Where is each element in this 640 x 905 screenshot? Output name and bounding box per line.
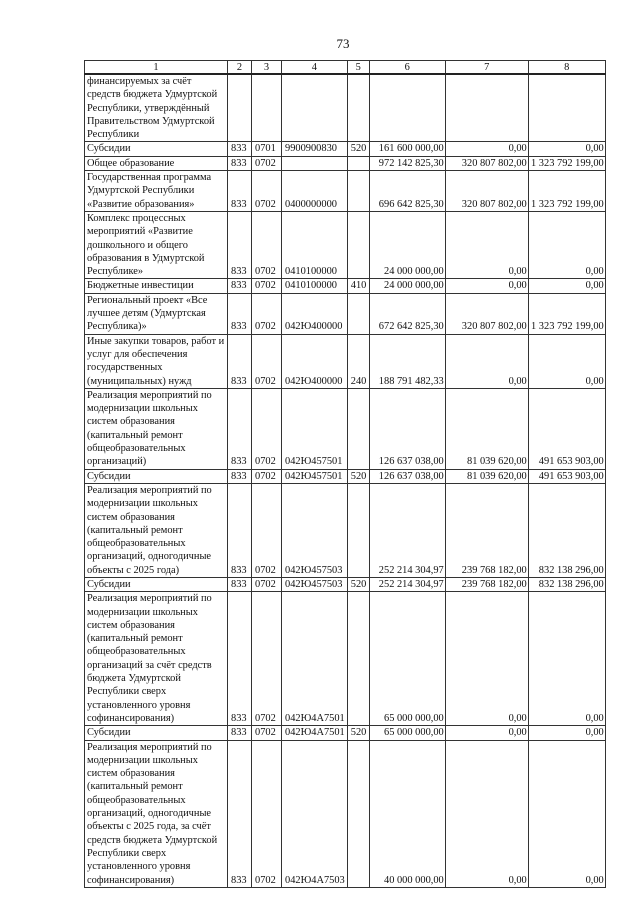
amount-year-1: 40 000 000,00 bbox=[369, 740, 445, 887]
amount-year-3: 0,00 bbox=[528, 211, 605, 278]
ministry-code: 833 bbox=[228, 334, 252, 388]
row-name: Субсидии bbox=[85, 469, 228, 483]
ministry-code: 833 bbox=[228, 171, 252, 212]
ministry-code: 833 bbox=[228, 279, 252, 293]
expense-type-code: 410 bbox=[347, 279, 369, 293]
target-article-code: 0410100000 bbox=[282, 211, 348, 278]
ministry-code: 833 bbox=[228, 740, 252, 887]
amount-year-1: 672 642 825,30 bbox=[369, 293, 445, 334]
section-code: 0702 bbox=[252, 279, 282, 293]
row-name: Иные закупки товаров, работ и услуг для обеспечения государственных (муниципальных) нужд bbox=[85, 334, 228, 388]
ministry-code: 833 bbox=[228, 142, 252, 156]
row-name: Субсидии bbox=[85, 726, 228, 740]
table-row bbox=[85, 74, 606, 142]
amount-year-1: 696 642 825,30 bbox=[369, 171, 445, 212]
row-name: Бюджетные инвестиции bbox=[85, 279, 228, 293]
table-row bbox=[85, 592, 606, 726]
expense-type-code bbox=[347, 483, 369, 577]
amount-year-2: 0,00 bbox=[445, 726, 528, 740]
amount-year-2: 320 807 802,00 bbox=[445, 171, 528, 212]
amount-year-3: 832 138 296,00 bbox=[528, 577, 605, 591]
amount-year-1: 126 637 038,00 bbox=[369, 388, 445, 469]
section-code bbox=[252, 74, 282, 142]
expense-type-code bbox=[347, 211, 369, 278]
amount-year-2: 81 039 620,00 bbox=[445, 388, 528, 469]
amount-year-2: 0,00 bbox=[445, 279, 528, 293]
section-code: 0702 bbox=[252, 483, 282, 577]
section-code: 0702 bbox=[252, 171, 282, 212]
row-name: Региональный проект «Все лучшее детям (Удмуртская Республика)» bbox=[85, 293, 228, 334]
section-code: 0702 bbox=[252, 211, 282, 278]
amount-year-3: 491 653 903,00 bbox=[528, 388, 605, 469]
amount-year-1: 188 791 482,33 bbox=[369, 334, 445, 388]
target-article-code: 042Ю457501 bbox=[282, 388, 348, 469]
row-name: Общее образование bbox=[85, 156, 228, 170]
amount-year-2: 0,00 bbox=[445, 592, 528, 726]
amount-year-3: 1 323 792 199,00 bbox=[528, 293, 605, 334]
amount-year-1: 972 142 825,30 bbox=[369, 156, 445, 170]
target-article-code bbox=[282, 74, 348, 142]
table-row bbox=[85, 156, 606, 170]
target-article-code bbox=[282, 156, 348, 170]
budget-table bbox=[84, 60, 606, 888]
expense-type-code: 240 bbox=[347, 334, 369, 388]
column-header: 8 bbox=[528, 61, 605, 75]
table-row bbox=[85, 293, 606, 334]
row-name: Реализация мероприятий по модернизации школьных систем образования (капитальный ремонт общеобразовательных организаций за счёт средств бюджета Удмуртской Республики сверх установленного уровня софинансирования) bbox=[85, 592, 228, 726]
amount-year-3: 832 138 296,00 bbox=[528, 483, 605, 577]
ministry-code: 833 bbox=[228, 293, 252, 334]
expense-type-code bbox=[347, 592, 369, 726]
amount-year-2: 81 039 620,00 bbox=[445, 469, 528, 483]
row-name: Субсидии bbox=[85, 142, 228, 156]
amount-year-3: 1 323 792 199,00 bbox=[528, 156, 605, 170]
ministry-code: 833 bbox=[228, 592, 252, 726]
section-code: 0701 bbox=[252, 142, 282, 156]
section-code: 0702 bbox=[252, 293, 282, 334]
column-header: 3 bbox=[252, 61, 282, 75]
table-row bbox=[85, 211, 606, 278]
column-header: 2 bbox=[228, 61, 252, 75]
amount-year-3: 0,00 bbox=[528, 334, 605, 388]
amount-year-3: 491 653 903,00 bbox=[528, 469, 605, 483]
row-name: финансируемых за счёт средств бюджета Удмуртской Республики, утверждённый Правительством Удмуртской Республики bbox=[85, 74, 228, 142]
row-name: Реализация мероприятий по модернизации школьных систем образования (капитальный ремонт общеобразовательных организаций) bbox=[85, 388, 228, 469]
target-article-code: 042Ю400000 bbox=[282, 334, 348, 388]
amount-year-1: 252 214 304,97 bbox=[369, 483, 445, 577]
amount-year-3: 0,00 bbox=[528, 142, 605, 156]
section-code: 0702 bbox=[252, 577, 282, 591]
expense-type-code: 520 bbox=[347, 726, 369, 740]
target-article-code: 042Ю4А7501 bbox=[282, 726, 348, 740]
column-header: 6 bbox=[369, 61, 445, 75]
row-name: Субсидии bbox=[85, 577, 228, 591]
column-header: 4 bbox=[282, 61, 348, 75]
table-row bbox=[85, 726, 606, 740]
ministry-code: 833 bbox=[228, 156, 252, 170]
ministry-code: 833 bbox=[228, 577, 252, 591]
amount-year-3: 1 323 792 199,00 bbox=[528, 171, 605, 212]
column-header: 7 bbox=[445, 61, 528, 75]
amount-year-1 bbox=[369, 74, 445, 142]
expense-type-code: 520 bbox=[347, 142, 369, 156]
column-header: 5 bbox=[347, 61, 369, 75]
row-name: Государственная программа Удмуртской Республики «Развитие образования» bbox=[85, 171, 228, 212]
amount-year-1: 24 000 000,00 bbox=[369, 279, 445, 293]
table-row bbox=[85, 577, 606, 591]
amount-year-2: 0,00 bbox=[445, 740, 528, 887]
target-article-code: 042Ю400000 bbox=[282, 293, 348, 334]
amount-year-2: 0,00 bbox=[445, 334, 528, 388]
ministry-code: 833 bbox=[228, 469, 252, 483]
section-code: 0702 bbox=[252, 156, 282, 170]
target-article-code: 0400000000 bbox=[282, 171, 348, 212]
ministry-code bbox=[228, 74, 252, 142]
amount-year-2: 320 807 802,00 bbox=[445, 156, 528, 170]
expense-type-code: 520 bbox=[347, 469, 369, 483]
amount-year-2: 0,00 bbox=[445, 142, 528, 156]
table-row bbox=[85, 334, 606, 388]
target-article-code: 042Ю4А7501 bbox=[282, 592, 348, 726]
amount-year-2: 239 768 182,00 bbox=[445, 483, 528, 577]
table-row bbox=[85, 483, 606, 577]
expense-type-code bbox=[347, 293, 369, 334]
ministry-code: 833 bbox=[228, 388, 252, 469]
expense-type-code bbox=[347, 171, 369, 212]
amount-year-3: 0,00 bbox=[528, 726, 605, 740]
section-code: 0702 bbox=[252, 334, 282, 388]
column-header: 1 bbox=[85, 61, 228, 75]
ministry-code: 833 bbox=[228, 483, 252, 577]
row-name: Реализация мероприятий по модернизации школьных систем образования (капитальный ремонт общеобразовательных организаций, одногодичные объекты с 2025 года, за счёт средств бюджета Удмуртской Республики сверх установленного уровня софинансирования) bbox=[85, 740, 228, 887]
table-row bbox=[85, 171, 606, 212]
ministry-code: 833 bbox=[228, 726, 252, 740]
amount-year-1: 65 000 000,00 bbox=[369, 726, 445, 740]
section-code: 0702 bbox=[252, 726, 282, 740]
target-article-code: 042Ю457501 bbox=[282, 469, 348, 483]
table-row bbox=[85, 388, 606, 469]
amount-year-1: 24 000 000,00 bbox=[369, 211, 445, 278]
amount-year-1: 65 000 000,00 bbox=[369, 592, 445, 726]
amount-year-2: 320 807 802,00 bbox=[445, 293, 528, 334]
section-code: 0702 bbox=[252, 740, 282, 887]
target-article-code: 0410100000 bbox=[282, 279, 348, 293]
expense-type-code bbox=[347, 156, 369, 170]
section-code: 0702 bbox=[252, 388, 282, 469]
amount-year-1: 161 600 000,00 bbox=[369, 142, 445, 156]
amount-year-3: 0,00 bbox=[528, 592, 605, 726]
amount-year-3: 0,00 bbox=[528, 740, 605, 887]
table-row bbox=[85, 142, 606, 156]
amount-year-2: 0,00 bbox=[445, 211, 528, 278]
target-article-code: 9900900830 bbox=[282, 142, 348, 156]
expense-type-code bbox=[347, 388, 369, 469]
section-code: 0702 bbox=[252, 592, 282, 726]
table-row bbox=[85, 740, 606, 887]
amount-year-1: 126 637 038,00 bbox=[369, 469, 445, 483]
table-row bbox=[85, 279, 606, 293]
target-article-code: 042Ю457503 bbox=[282, 483, 348, 577]
section-code: 0702 bbox=[252, 469, 282, 483]
page-number: 73 bbox=[336, 36, 350, 51]
expense-type-code: 520 bbox=[347, 577, 369, 591]
amount-year-2 bbox=[445, 74, 528, 142]
amount-year-3: 0,00 bbox=[528, 279, 605, 293]
amount-year-3 bbox=[528, 74, 605, 142]
ministry-code: 833 bbox=[228, 211, 252, 278]
target-article-code: 042Ю4А7503 bbox=[282, 740, 348, 887]
amount-year-1: 252 214 304,97 bbox=[369, 577, 445, 591]
table-body bbox=[85, 74, 606, 887]
row-name: Комплекс процессных мероприятий «Развитие дошкольного и общего образования в Удмуртской Республике» bbox=[85, 211, 228, 278]
expense-type-code bbox=[347, 740, 369, 887]
amount-year-2: 239 768 182,00 bbox=[445, 577, 528, 591]
table-row bbox=[85, 469, 606, 483]
table-header-row bbox=[85, 61, 606, 75]
expense-type-code bbox=[347, 74, 369, 142]
target-article-code: 042Ю457503 bbox=[282, 577, 348, 591]
row-name: Реализация мероприятий по модернизации школьных систем образования (капитальный ремонт общеобразовательных организаций, одногодичные объекты с 2025 года) bbox=[85, 483, 228, 577]
